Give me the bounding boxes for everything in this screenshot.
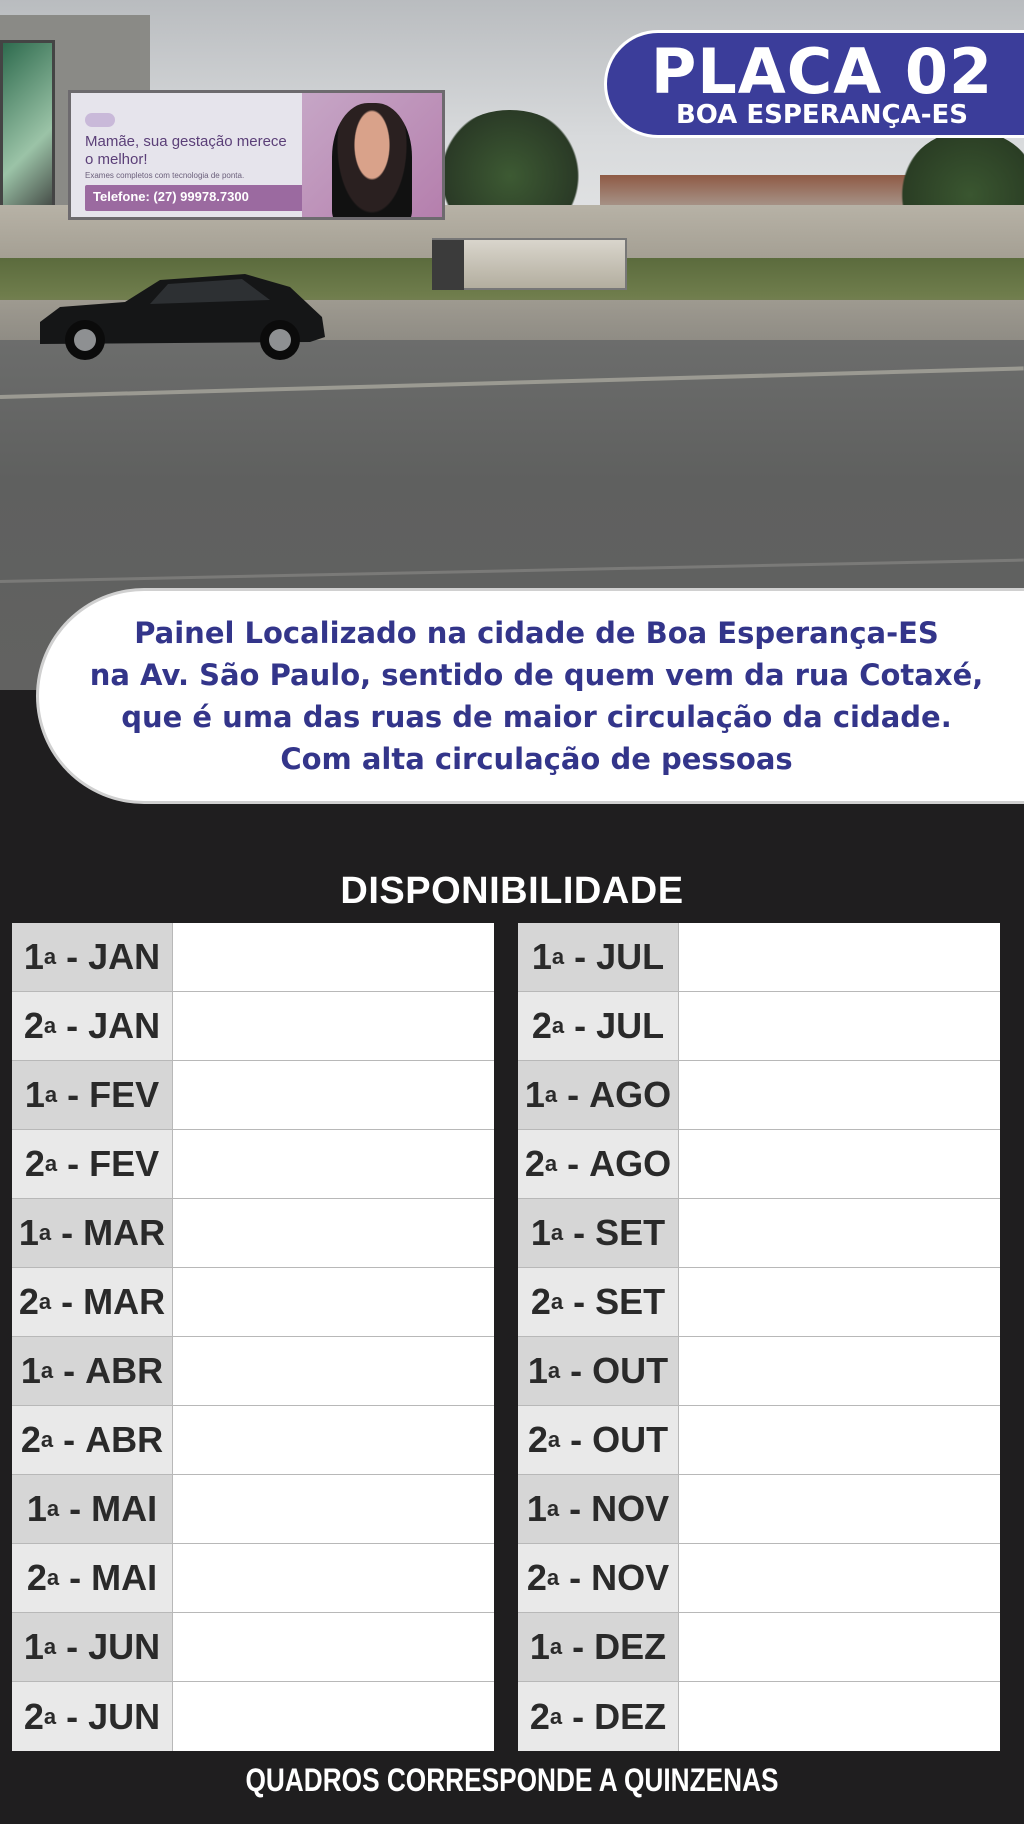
label-separator: - <box>59 1557 92 1598</box>
label-separator: - <box>559 1557 592 1598</box>
fortnight-month: JAN <box>88 1005 161 1046</box>
fortnight-month: AGO <box>589 1143 672 1184</box>
fortnight-ordinal: 1 <box>524 1074 545 1115</box>
availability-cell <box>173 992 494 1060</box>
fortnight-label: 1 a - DEZ <box>518 1613 679 1681</box>
fortnight-ordinal: 2 <box>18 1281 39 1322</box>
availability-row <box>12 1199 494 1268</box>
fortnight-ordinal: 1 <box>23 936 44 977</box>
availability-row <box>12 923 494 992</box>
fortnight-ordinal: 2 <box>26 1557 47 1598</box>
label-separator: - <box>562 1626 595 1667</box>
availability-row <box>12 1544 494 1613</box>
availability-cell <box>173 1268 494 1336</box>
availability-cell <box>679 1268 1000 1336</box>
fortnight-month: DEZ <box>594 1626 667 1667</box>
label-separator: - <box>53 1350 86 1391</box>
fortnight-month: NOV <box>591 1488 670 1529</box>
fortnight-month: MAI <box>91 1557 158 1598</box>
fortnight-ordinal: 2 <box>530 1281 551 1322</box>
label-separator: - <box>57 1074 90 1115</box>
label-separator: - <box>56 1005 89 1046</box>
description-line: na Av. São Paulo, sentido de quem vem da rua Cotaxé, <box>89 658 984 692</box>
label-separator: - <box>57 1143 90 1184</box>
availability-cell <box>173 1061 494 1129</box>
fortnight-label: 1 a - JUN <box>12 1613 173 1681</box>
fortnight-ordinal: 2 <box>531 1005 552 1046</box>
advertising-billboard <box>68 90 445 220</box>
fortnight-ordinal: 2 <box>23 1695 44 1737</box>
fortnight-label: 2 a - AGO <box>518 1130 679 1198</box>
availability-row <box>12 1613 494 1682</box>
fortnight-label: 1 a - JUL <box>518 923 679 991</box>
availability-title: DISPONIBILIDADE <box>340 870 684 912</box>
description-line: Painel Localizado na cidade de Boa Esperança-ES <box>134 616 939 650</box>
availability-cell <box>679 992 1000 1060</box>
ad-phone: Telefone: (27) 99978.7300 <box>93 189 249 204</box>
description-box <box>36 588 1024 804</box>
availability-cell <box>173 1544 494 1612</box>
availability-cell <box>679 1406 1000 1474</box>
label-separator: - <box>560 1350 593 1391</box>
availability-row <box>12 1406 494 1475</box>
fortnight-ordinal: 1 <box>527 1350 548 1391</box>
label-separator: - <box>560 1419 593 1460</box>
availability-row <box>518 1682 1000 1751</box>
fortnight-month: JUL <box>596 1005 665 1046</box>
availability-row <box>518 1406 1000 1475</box>
fortnight-ordinal: 1 <box>526 1488 547 1529</box>
fortnight-month: ABR <box>85 1419 164 1460</box>
fortnight-label: 1 a - MAI <box>12 1475 173 1543</box>
availability-row <box>12 1475 494 1544</box>
label-separator: - <box>56 1626 89 1667</box>
label-separator: - <box>51 1212 84 1253</box>
label-separator: - <box>564 1005 597 1046</box>
fortnight-label: 1 a - SET <box>518 1199 679 1267</box>
availability-row <box>12 1061 494 1130</box>
availability-cell <box>173 1406 494 1474</box>
fortnight-month: JUN <box>88 1626 161 1667</box>
fortnight-label: 1 a - AGO <box>518 1061 679 1129</box>
fortnight-label: 2 a - FEV <box>12 1130 173 1198</box>
availability-cell <box>173 1475 494 1543</box>
ad-subline: Exames completos com tecnologia de ponta. <box>85 171 245 180</box>
fortnight-month: SET <box>595 1281 666 1322</box>
availability-cell <box>679 1337 1000 1405</box>
label-separator: - <box>559 1488 592 1529</box>
fortnight-label: 1 a - MAR <box>12 1199 173 1267</box>
fortnight-month: MAR <box>83 1281 166 1322</box>
panel-city: BOA ESPERANÇA-ES <box>675 100 969 130</box>
availability-row <box>518 923 1000 992</box>
availability-cell <box>679 1130 1000 1198</box>
fortnight-label: 2 a - OUT <box>518 1406 679 1474</box>
label-separator: - <box>563 1281 596 1322</box>
label-separator: - <box>562 1695 595 1737</box>
fortnight-ordinal: 1 <box>23 1626 44 1667</box>
panel-title: PLACA 02 <box>650 35 994 108</box>
fortnight-ordinal: 2 <box>23 1005 44 1046</box>
availability-cell <box>679 1682 1000 1751</box>
availability-cell <box>173 1682 494 1751</box>
availability-column-left <box>12 923 494 1751</box>
label-separator: - <box>557 1143 590 1184</box>
fortnight-month: NOV <box>591 1557 670 1598</box>
availability-row <box>518 1544 1000 1613</box>
fortnight-ordinal: 1 <box>20 1350 41 1391</box>
title-badge <box>604 30 1024 138</box>
label-separator: - <box>51 1281 84 1322</box>
ad-headline: Mamãe, sua gestação merece o melhor! <box>85 133 287 168</box>
fortnight-label: 2 a - NOV <box>518 1544 679 1612</box>
availability-row <box>518 1613 1000 1682</box>
fortnight-ordinal: 2 <box>526 1557 547 1598</box>
fortnight-ordinal: 1 <box>529 1626 550 1667</box>
fortnight-month: OUT <box>592 1419 669 1460</box>
availability-cell <box>173 923 494 991</box>
fortnight-month: ABR <box>85 1350 164 1391</box>
fortnight-month: FEV <box>89 1143 160 1184</box>
availability-row <box>12 1268 494 1337</box>
fortnight-ordinal: 1 <box>530 1212 551 1253</box>
availability-cell <box>679 1061 1000 1129</box>
description-line: que é uma das ruas de maior circulação da cidade. <box>121 700 952 734</box>
availability-row <box>518 1130 1000 1199</box>
availability-cell <box>173 1337 494 1405</box>
availability-row <box>518 992 1000 1061</box>
label-separator: - <box>59 1488 92 1529</box>
fortnight-ordinal: 2 <box>24 1143 45 1184</box>
fortnight-ordinal: 1 <box>18 1212 39 1253</box>
fortnight-label: 1 a - ABR <box>12 1337 173 1405</box>
availability-row <box>12 992 494 1061</box>
availability-cell <box>679 1199 1000 1267</box>
fortnight-label: 2 a - JUN <box>12 1682 173 1751</box>
availability-cell <box>173 1199 494 1267</box>
fortnight-month: MAI <box>91 1488 158 1529</box>
fortnight-ordinal: 1 <box>531 936 552 977</box>
availability-cell <box>679 1613 1000 1681</box>
fortnight-month: FEV <box>89 1074 160 1115</box>
fortnight-ordinal: 2 <box>20 1419 41 1460</box>
label-separator: - <box>564 936 597 977</box>
fortnight-label: 1 a - OUT <box>518 1337 679 1405</box>
fortnight-label: 2 a - DEZ <box>518 1682 679 1751</box>
availability-row <box>518 1061 1000 1130</box>
fortnight-ordinal: 1 <box>24 1074 45 1115</box>
fortnight-label: 2 a - SET <box>518 1268 679 1336</box>
label-separator: - <box>557 1074 590 1115</box>
side-billboard <box>0 40 55 220</box>
description-line: Com alta circulação de pessoas <box>280 742 793 776</box>
palm-trees <box>440 110 580 220</box>
availability-row <box>518 1268 1000 1337</box>
availability-row <box>518 1199 1000 1268</box>
fortnight-label: 2 a - JAN <box>12 992 173 1060</box>
label-separator: - <box>56 1695 89 1737</box>
availability-cell <box>679 1475 1000 1543</box>
fortnight-month: JAN <box>88 936 161 977</box>
fortnight-ordinal: 1 <box>26 1488 47 1529</box>
ad-logo-icon <box>85 113 115 127</box>
fortnight-ordinal: 2 <box>524 1143 545 1184</box>
footer-note: QUADROS CORRESPONDE A QUINZENAS <box>245 1762 779 1798</box>
availability-row <box>12 1337 494 1406</box>
fortnight-month: AGO <box>589 1074 672 1115</box>
availability-row <box>518 1475 1000 1544</box>
label-separator: - <box>53 1419 86 1460</box>
fortnight-label: 1 a - NOV <box>518 1475 679 1543</box>
fortnight-label: 2 a - JUL <box>518 992 679 1060</box>
fortnight-month: SET <box>595 1212 666 1253</box>
fortnight-label: 2 a - MAR <box>12 1268 173 1336</box>
availability-cell <box>173 1130 494 1198</box>
black-car <box>30 262 330 360</box>
availability-cell <box>173 1613 494 1681</box>
fortnight-month: JUL <box>596 936 665 977</box>
fortnight-month: DEZ <box>594 1695 667 1737</box>
availability-row <box>518 1337 1000 1406</box>
fortnight-label: 2 a - ABR <box>12 1406 173 1474</box>
fortnight-label: 2 a - MAI <box>12 1544 173 1612</box>
availability-cell <box>679 923 1000 991</box>
fortnight-month: MAR <box>83 1212 166 1253</box>
label-separator: - <box>56 936 89 977</box>
truck-cab <box>432 240 464 290</box>
availability-cell <box>679 1544 1000 1612</box>
fortnight-label: 1 a - JAN <box>12 923 173 991</box>
fortnight-ordinal: 2 <box>529 1695 550 1737</box>
fortnight-ordinal: 2 <box>527 1419 548 1460</box>
availability-column-right <box>518 923 1000 1751</box>
label-separator: - <box>563 1212 596 1253</box>
fortnight-month: OUT <box>592 1350 669 1391</box>
availability-row <box>12 1682 494 1751</box>
availability-row <box>12 1130 494 1199</box>
ad-woman-portrait <box>332 103 412 220</box>
fortnight-label: 1 a - FEV <box>12 1061 173 1129</box>
fortnight-month: JUN <box>88 1695 161 1737</box>
